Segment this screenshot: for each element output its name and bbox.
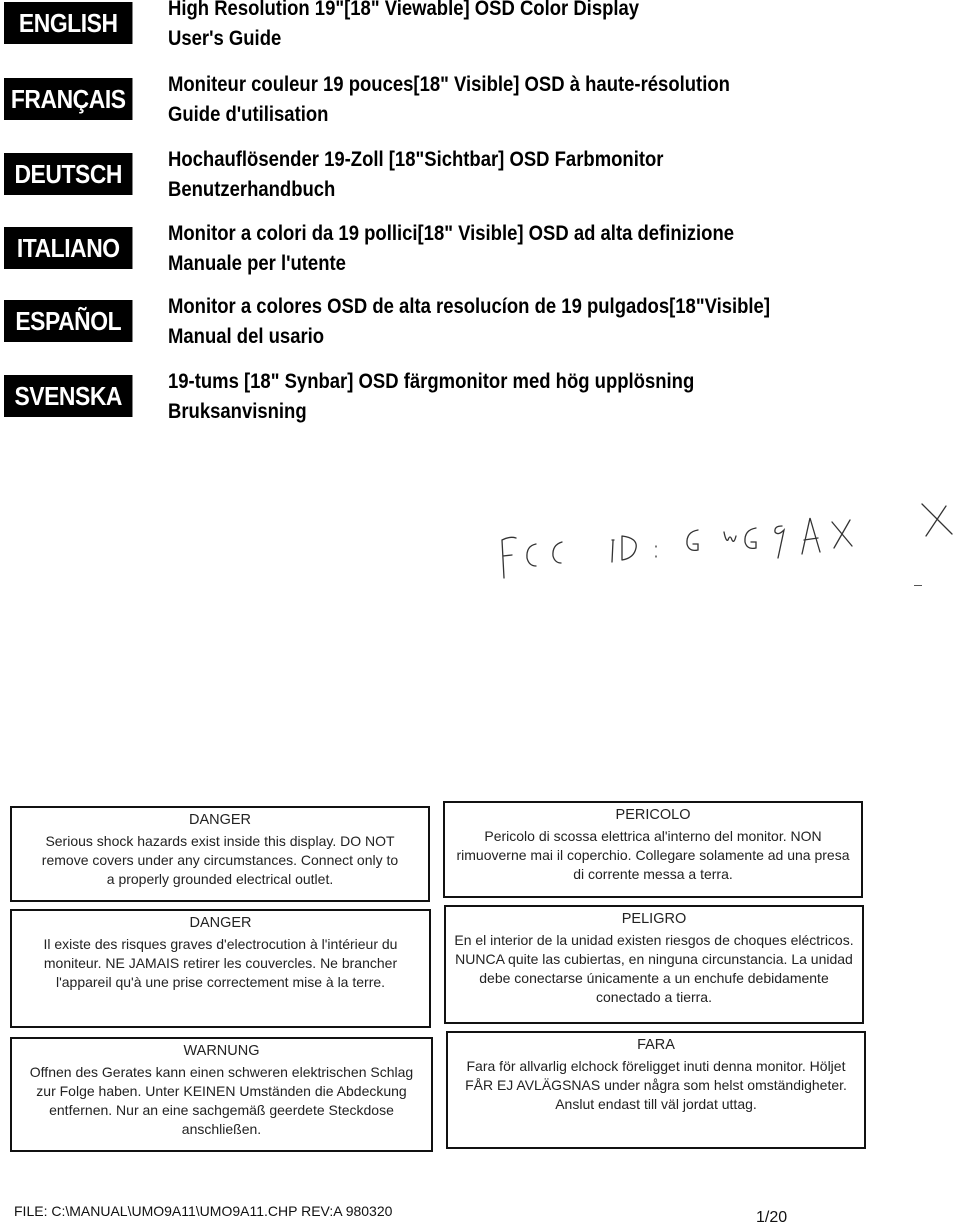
warning-body: Fara för allvarlig elchock föreligget inuti denna monitor. Höljet FÅR EJ AVLÄGSNAS under några som helst omständigheter. Anslut endast till väl jordat uttag.	[465, 1058, 847, 1112]
warning-title: DANGER	[189, 915, 252, 931]
language-title-block	[168, 292, 854, 352]
warning-box-danger-english	[10, 806, 430, 902]
warning-title: PERICOLO	[615, 807, 691, 823]
manual-title: Hochauflösender 19-Zoll [18"Sichtbar] OSD Farbmonitor	[168, 148, 664, 171]
manual-title: Monitor a colores OSD de alta resolucíon de 19 pulgados[18"Visible]	[168, 295, 770, 318]
language-label: ENGLISH	[4, 2, 132, 44]
warning-title: FARA	[637, 1037, 675, 1053]
manual-subtitle: User's Guide	[168, 27, 282, 50]
warning-box-peligro	[444, 905, 864, 1024]
manual-subtitle: Benutzerhandbuch	[168, 178, 336, 201]
stray-mark	[914, 585, 922, 586]
footer-page-number: 1/20	[756, 1209, 788, 1226]
manual-title: Moniteur couleur 19 pouces[18" Visible] OSD à haute-résolution	[168, 73, 730, 96]
language-title-block	[168, 145, 854, 205]
warning-title: WARNUNG	[183, 1043, 260, 1059]
language-label: SVENSKA	[4, 375, 132, 417]
language-label: DEUTSCH	[4, 153, 132, 195]
manual-title: High Resolution 19"[18" Viewable] OSD Color Display	[168, 0, 640, 20]
warning-title: DANGER	[188, 812, 252, 828]
manual-subtitle: Manual del usario	[168, 325, 325, 348]
warning-body: Pericolo di scossa elettrica al'interno del monitor. NON rimuoverne mai il coperchio. Collegare solamente ad una presa di corrente messa a terra.	[456, 828, 850, 882]
warning-body: En el interior de la unidad existen riesgos de choques eléctricos. NUNCA quite las cubiertas, en ninguna circunstancia. La unidad debe conectarse únicamente a un enchufe debidamente conectado a tierra.	[454, 932, 854, 1005]
warning-title: PELIGRO	[621, 911, 687, 927]
warning-body: Il existe des risques graves d'electrocution à l'intérieur du moniteur. NE JAMAIS retirer les couvercles. Ne brancher l'appareil qu'à une prise correctement mise à la terre.	[43, 936, 398, 990]
language-title-block	[168, 70, 854, 130]
warning-box-pericolo	[443, 801, 863, 898]
language-label: ESPAÑOL	[4, 300, 132, 342]
language-label: ITALIANO	[4, 227, 132, 269]
manual-subtitle: Manuale per l'utente	[168, 252, 346, 275]
manual-subtitle: Guide d'utilisation	[168, 103, 329, 126]
language-title-block	[168, 0, 854, 54]
warning-box-fara	[446, 1031, 866, 1149]
language-title-block	[168, 367, 854, 427]
warning-box-danger-french	[10, 909, 431, 1028]
manual-subtitle: Bruksanvisning	[168, 400, 307, 423]
warning-box-warnung	[10, 1037, 433, 1152]
manual-title: 19-tums [18" Synbar] OSD färgmonitor med hög upplösning	[168, 370, 695, 393]
warning-body: Offnen des Gerates kann einen schweren elektrischen Schlag zur Folge haben. Unter KEINEN Umständen die Abdeckung entfernen. Nur an eine sachgemäß geerdete Steckdose anschließen.	[29, 1064, 414, 1137]
language-title-block	[168, 219, 854, 279]
handwritten-fcc-id	[490, 500, 956, 580]
warning-body: Serious shock hazards exist inside this display. DO NOT remove covers under any circumstances. Connect only to a properly grounded electrical outlet.	[41, 833, 399, 887]
footer-file-path: FILE: C:\MANUAL\UMO9A11\UMO9A11.CHP REV:A 980320	[14, 1203, 393, 1219]
language-label: FRANÇAIS	[4, 78, 132, 120]
manual-title: Monitor a colori da 19 pollici[18" Visible] OSD ad alta definizione	[168, 222, 735, 245]
